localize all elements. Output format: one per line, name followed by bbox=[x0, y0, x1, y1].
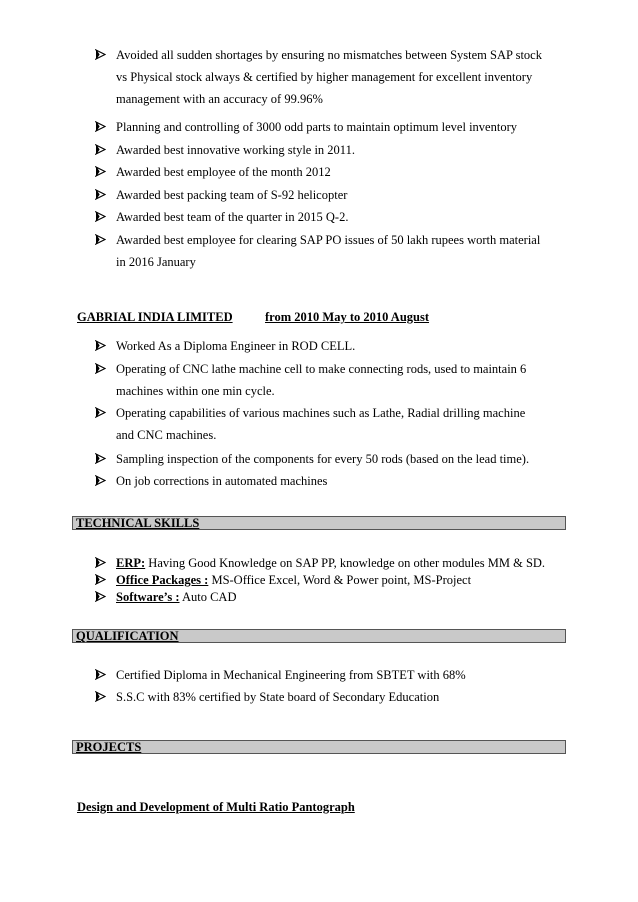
experience-line: Worked As a Diploma Engineer in ROD CELL. bbox=[116, 339, 356, 353]
qualification-line: S.S.C with 83% certified by State board of Secondary Education bbox=[116, 690, 440, 704]
arrow-bullet-icon bbox=[95, 475, 106, 486]
skill-text: Auto CAD bbox=[179, 590, 237, 604]
arrow-bullet-icon bbox=[95, 234, 106, 245]
company-period: from 2010 May to 2010 August bbox=[265, 310, 430, 324]
arrow-bullet-icon bbox=[95, 363, 106, 374]
qualification-line: Certified Diploma in Mechanical Engineering from SBTET with 68% bbox=[116, 668, 466, 682]
achievement-line: Awarded best team of the quarter in 2015 Q-2. bbox=[116, 210, 349, 224]
technical-skills-section-title: TECHNICAL SKILLS bbox=[76, 516, 200, 530]
experience-line: Operating capabilities of various machines such as Lathe, Radial drilling machine bbox=[116, 406, 526, 420]
achievement-line: vs Physical stock always & certified by higher management for excellent inventory bbox=[116, 70, 533, 84]
skill-label: Software’s : bbox=[116, 590, 180, 604]
arrow-bullet-icon bbox=[95, 407, 106, 418]
arrow-bullet-icon bbox=[95, 189, 106, 200]
skill-text: Having Good Knowledge on SAP PP, knowledge on other modules MM & SD. bbox=[145, 556, 546, 570]
arrow-bullet-icon bbox=[95, 144, 106, 155]
experience-line: On job corrections in automated machines bbox=[116, 474, 328, 488]
qualification-section bbox=[72, 629, 566, 643]
skill-line bbox=[116, 589, 236, 605]
projects-section bbox=[72, 740, 566, 754]
achievement-line: in 2016 January bbox=[116, 255, 196, 269]
achievement-line: management with an accuracy of 99.96% bbox=[116, 92, 323, 106]
arrow-bullet-icon bbox=[95, 340, 106, 351]
qualification-section-title: QUALIFICATION bbox=[76, 629, 179, 643]
arrow-bullet-icon bbox=[95, 669, 106, 680]
project-title: Design and Development of Multi Ratio Pantograph bbox=[77, 800, 355, 814]
arrow-bullet-icon bbox=[95, 557, 106, 568]
achievement-line: Awarded best packing team of S-92 helicopter bbox=[116, 188, 348, 202]
arrow-bullet-icon bbox=[95, 591, 106, 602]
skill-line bbox=[116, 572, 471, 588]
achievement-line: Awarded best innovative working style in 2011. bbox=[116, 143, 355, 157]
projects-section-title: PROJECTS bbox=[76, 740, 142, 754]
company-heading: GABRIAL INDIA LIMITED bbox=[77, 310, 233, 324]
arrow-bullet-icon bbox=[95, 166, 106, 177]
skill-text: MS-Office Excel, Word & Power point, MS-Project bbox=[208, 573, 472, 587]
experience-line: Sampling inspection of the components for every 50 rods (based on the lead time). bbox=[116, 452, 530, 466]
skill-label: Office Packages : bbox=[116, 573, 209, 587]
experience-line: and CNC machines. bbox=[116, 428, 217, 442]
experience-line: Operating of CNC lathe machine cell to make connecting rods, used to maintain 6 bbox=[116, 362, 527, 376]
achievement-line: Planning and controlling of 3000 odd parts to maintain optimum level inventory bbox=[116, 120, 517, 134]
achievement-line: Awarded best employee of the month 2012 bbox=[116, 165, 331, 179]
arrow-bullet-icon bbox=[95, 691, 106, 702]
skill-line bbox=[116, 555, 545, 571]
achievement-line: Awarded best employee for clearing SAP PO issues of 50 lakh rupees worth material bbox=[116, 233, 541, 247]
arrow-bullet-icon bbox=[95, 49, 106, 60]
arrow-bullet-icon bbox=[95, 121, 106, 132]
arrow-bullet-icon bbox=[95, 574, 106, 585]
arrow-bullet-icon bbox=[95, 453, 106, 464]
skill-label: ERP: bbox=[116, 556, 146, 570]
experience-line: machines within one min cycle. bbox=[116, 384, 275, 398]
achievement-line: Avoided all sudden shortages by ensuring no mismatches between System SAP stock bbox=[116, 48, 542, 62]
arrow-bullet-icon bbox=[95, 211, 106, 222]
technical-skills-section bbox=[72, 516, 566, 530]
